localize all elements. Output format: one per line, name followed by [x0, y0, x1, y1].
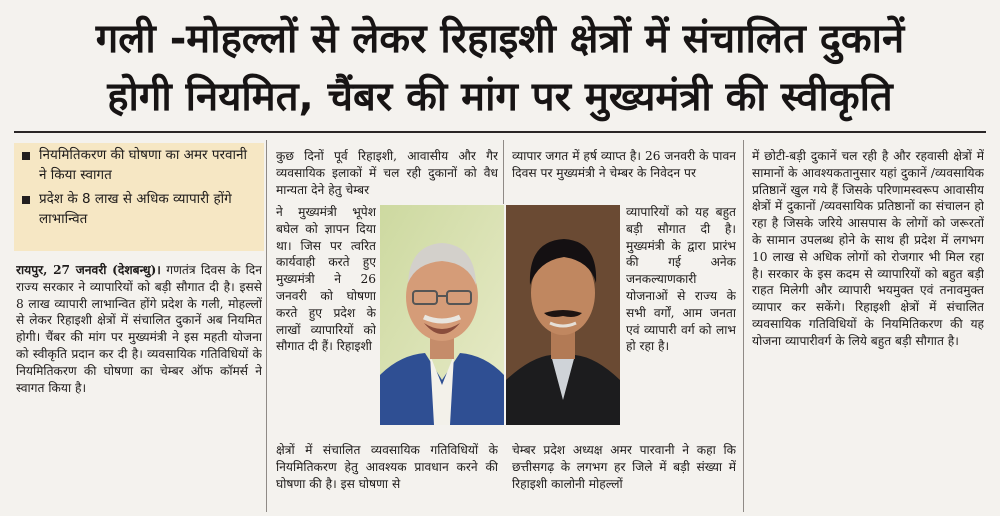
bullet-square-icon [22, 152, 30, 160]
highlight-item [22, 190, 258, 229]
headline-line-2: होगी नियमित, चैंबर की मांग पर मुख्यमंत्री की स्वीकृति [107, 74, 893, 120]
column-divider [743, 140, 744, 512]
headline [0, 0, 1000, 132]
dateline: रायपुर, 27 जनवरी (देशबन्धु)। [16, 263, 161, 277]
article-column-2-top [276, 148, 498, 202]
chamber-president-photo [506, 205, 620, 425]
column-divider [503, 140, 504, 204]
article-column-2-bottom [276, 442, 498, 510]
highlight-text: प्रदेश के 8 लाख से अधिक व्यापारी होंगे लाभान्वित [39, 191, 232, 227]
chief-minister-photo [380, 205, 504, 425]
highlight-box [14, 143, 264, 251]
highlight-item [22, 146, 258, 185]
article-column-4 [752, 148, 984, 510]
column-4-text: में छोटी-बड़ी दुकानें चल रही है और रहवासी क्षेत्रों में सामानों के आवश्यकतानुसार यहां दुकानें /व्यवसायिक प्रतिष्ठानें खुल गये हैं जिसके परिणामस्वरूप आवासीय क्षेत्रों में दुकानों /व्यवसायिक प्रतिष्ठानों का संचालन हो रहा है जिसके जरिये आसपास के लोगों को जरूरतों के सामान उपलब्ध होने के साथ ही प्रदेश में लगभग 10 लाख से अधिक लोगों को रोजगार भी मिल रहा है। सरकार के इस कदम से व्यापारियों को बहुत बड़ी राहत मिलेगी और व्यापारी भयमुक्त एवं तनावमुक्त व्यापार कर सकेंगे। रिहाइशी क्षेत्रों में संचालित व्यवसायिक गतिविधियों के नियमितिकरण की यह योजना व्यापारीवर्ग के लिये बहुत बड़ी सौगात है। [752, 149, 984, 348]
article-column-1 [16, 262, 262, 512]
column-2-top-text: कुछ दिनों पूर्व रिहाइशी, आवासीय और गैर व्यवसायिक इलाकों में चल रही दुकानों को वैध मान्यता देने हेतु चेम्बर [276, 149, 498, 197]
article-column-3-top [512, 148, 736, 202]
column-divider [266, 140, 267, 512]
column-1-text: गणतंत्र दिवस के दिन राज्य सरकार ने व्यापारियों को बड़ी सौगात दी है। इससे 8 लाख व्यापारी लाभान्वित होंगे प्रदेश के गली, मोहल्लों से लेकर रिहाइशी क्षेत्रों में संचालित दुकानें अब नियमित होगी। चैंबर की मांग पर मुख्यमंत्री ने इस महती योजना को स्वीकृति प्रदान कर दी है। व्यवसायिक गतिविधियों के नियमितिकरण की घोषणा का चेम्बर ऑफ कॉमर्स ने स्वागत किया है। [16, 263, 262, 395]
column-2-bottom-text: क्षेत्रों में संचालित व्यवसायिक गतिविधियों के नियमितिकरण हेतु आवश्यक प्रावधान करने की घोषणा की है। इस घोषणा से [276, 443, 498, 491]
column-2-narrow-text: ने मुख्यमंत्री भूपेश बघेल को ज्ञापन दिया था। जिस पर त्वरित कार्यवाही करते हुए मुख्यमंत्री ने 26 जनवरी को घोषणा करते हुए प्रदेश के लाखों व्यापारियों को सौगात दी हैं। रिहाइशी [276, 205, 376, 354]
article-column-3-bottom [512, 442, 736, 510]
headline-rule [14, 131, 986, 133]
column-3-bottom-text: चेम्बर प्रदेश अध्यक्ष अमर पारवानी ने कहा कि छत्तीसगढ़ के लगभग हर जिले में बड़ी संख्या में रिहाइशी कालोनी मोहल्लों [512, 443, 736, 491]
article-column-2-narrow [276, 204, 376, 440]
article-column-3-narrow [626, 204, 736, 440]
column-3-narrow-text: व्यापारियों को यह बहुत बड़ी सौगात दी है। मुख्यमंत्री के द्वारा प्रारंभ की गई अनेक जनकल्याणकारी योजनाओं से राज्य के सभी वर्गों, आम जनता एवं व्यापारी वर्ग को लाभ हो रहा है। [626, 205, 736, 354]
headline-line-1: गली -मोहल्लों से लेकर रिहाइशी क्षेत्रों में संचालित दुकानें [95, 16, 905, 62]
column-3-top-text: व्यापार जगत में हर्ष व्याप्त है। 26 जनवरी के पावन दिवस पर मुख्यमंत्री ने चेम्बर के निवेदन पर [512, 149, 736, 180]
bullet-square-icon [22, 196, 30, 204]
highlight-text: नियमितिकरण की घोषणा का अमर परवानी ने किया स्वागत [39, 147, 248, 183]
